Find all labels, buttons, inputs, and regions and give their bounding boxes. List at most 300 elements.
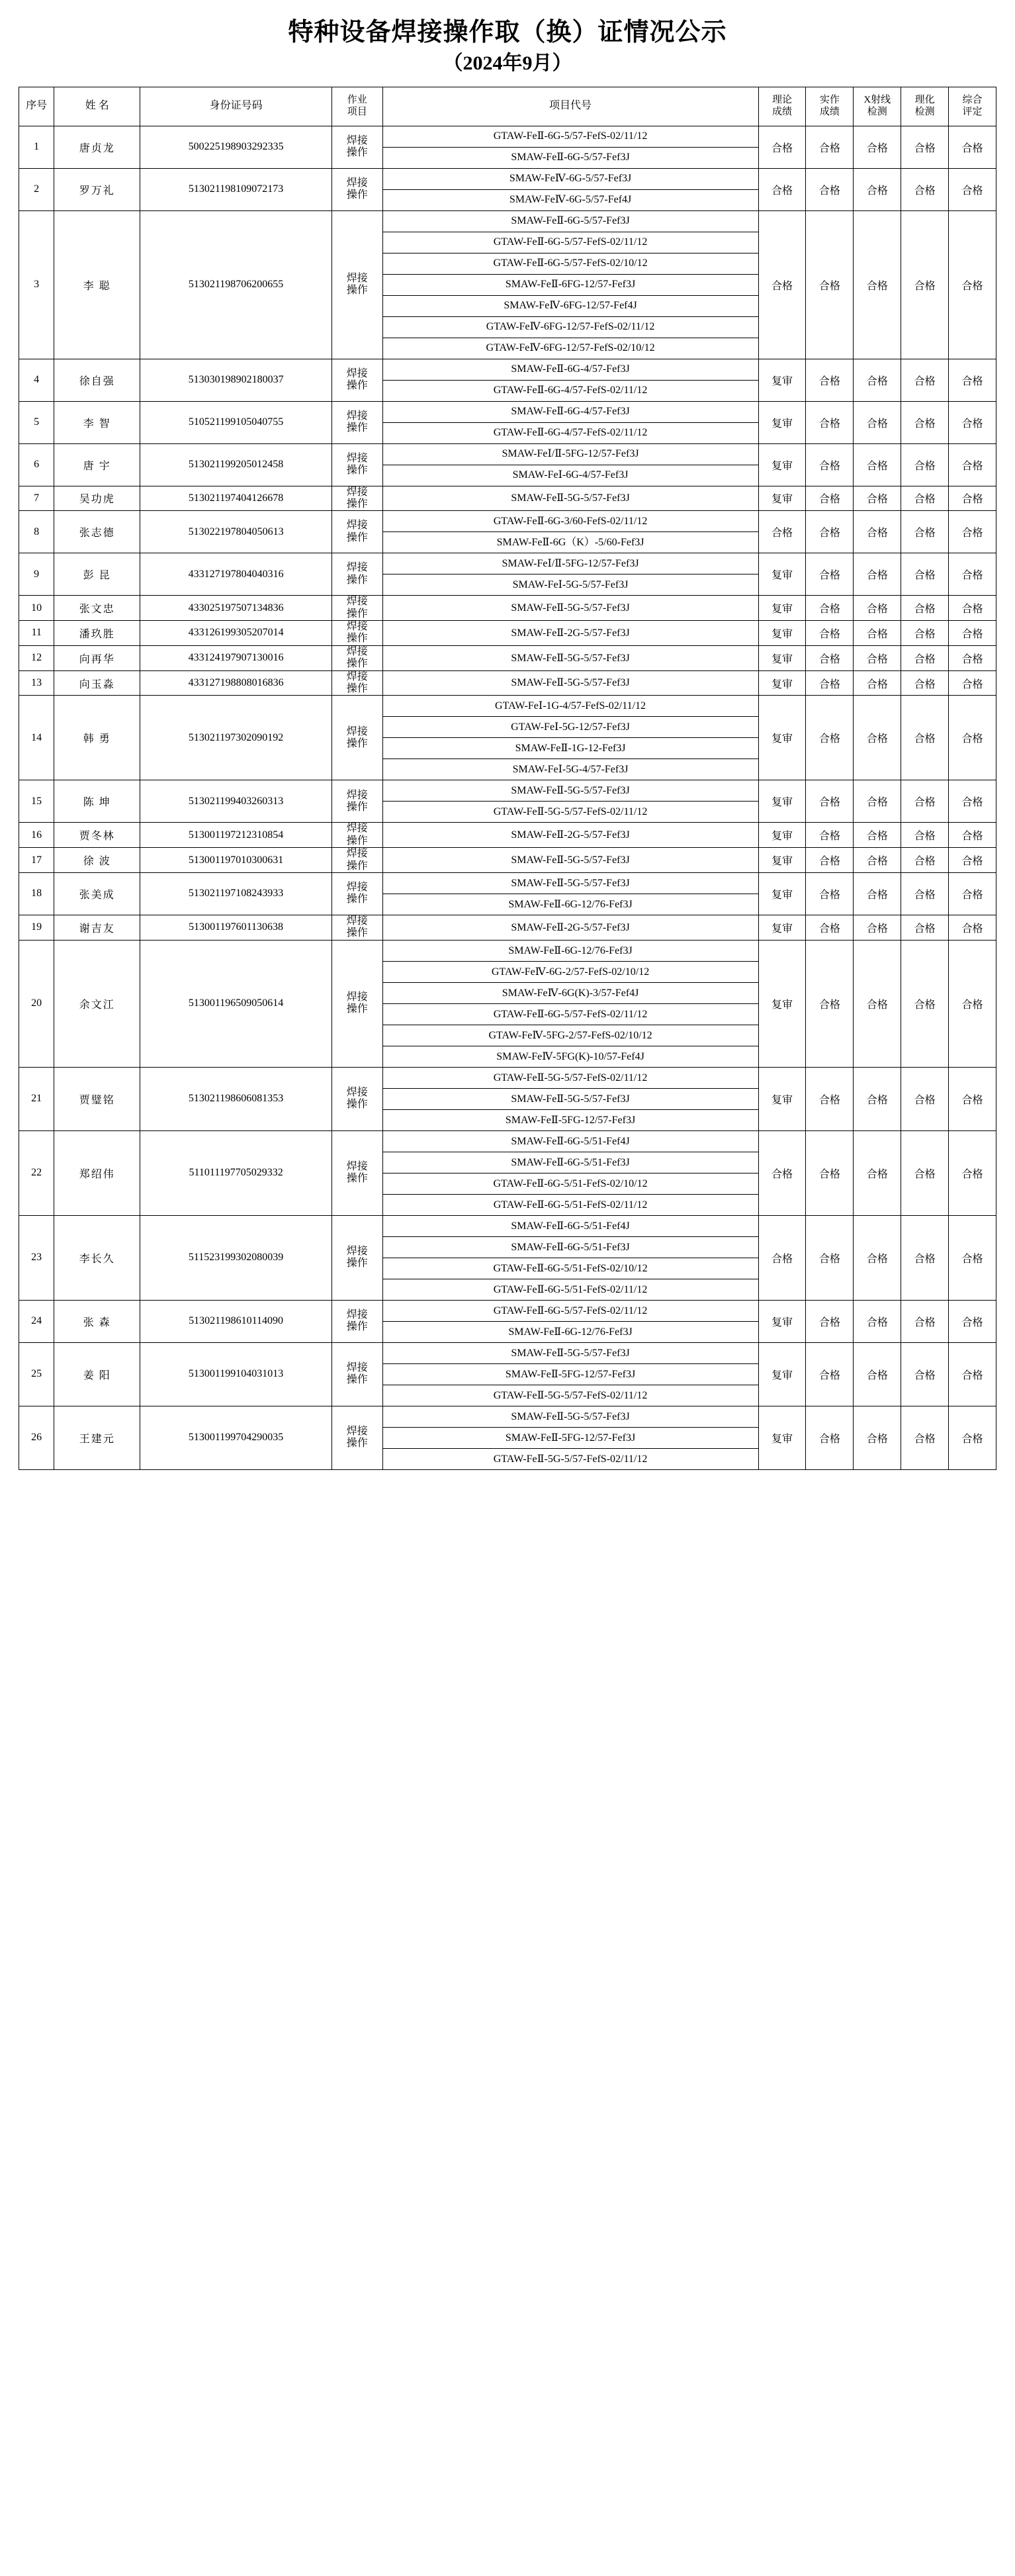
cell-physchem: 合格 [901,443,949,486]
cell-operation [332,670,383,696]
cell-physchem: 合格 [901,1406,949,1469]
cell-project-code: SMAW-FeⅡ-6G（K）-5/60-Fef3J [382,532,758,553]
cell-id: 513030198902180037 [140,359,332,401]
cell-operation-line: 操作 [346,894,368,905]
cell-practice: 合格 [806,1067,854,1130]
cell-seq: 19 [19,915,54,940]
cell-practice: 合格 [806,621,854,646]
cell-operation [332,780,383,823]
cell-xray: 合格 [854,511,901,553]
header-overall [949,87,996,126]
cell-project-code: SMAW-FeⅠ/Ⅱ-5FG-12/57-Fef3J [382,553,758,575]
cell-operation-line: 操作 [346,574,368,586]
cell-project-code: SMAW-FeⅡ-6G-5/51-Fef4J [382,1215,758,1236]
cell-theory: 复审 [758,696,806,780]
cell-xray: 合格 [854,1342,901,1406]
cell-physchem: 合格 [901,511,949,553]
cell-operation [332,848,383,873]
cell-name: 余文江 [54,940,140,1067]
table-row [19,486,996,511]
cell-operation [332,872,383,915]
cell-seq: 12 [19,645,54,670]
cell-seq: 25 [19,1342,54,1406]
cell-project-code: GTAW-FeⅡ-6G-5/51-FefS-02/11/12 [382,1194,758,1215]
cell-operation-line: 操作 [346,285,368,296]
cell-seq: 5 [19,401,54,443]
cell-id: 513021198606081353 [140,1067,332,1130]
cell-seq: 9 [19,553,54,596]
table-body [19,126,996,1469]
cell-operation-line: 操作 [346,1374,368,1386]
cell-operation-line: 操作 [346,498,368,510]
cell-project-code: GTAW-FeⅡ-5G-5/57-FefS-02/11/12 [382,802,758,823]
table-row [19,696,996,717]
cell-theory: 复审 [758,401,806,443]
cell-theory: 复审 [758,1067,806,1130]
cell-operation-line: 焊接 [346,596,368,608]
cell-physchem: 合格 [901,1215,949,1300]
cell-xray: 合格 [854,1406,901,1469]
cell-theory: 合格 [758,126,806,168]
cell-operation-line: 操作 [346,1099,368,1111]
cell-overall: 合格 [949,511,996,553]
cell-xray: 合格 [854,168,901,210]
cell-theory: 复审 [758,1342,806,1406]
cell-overall: 合格 [949,401,996,443]
cell-seq: 7 [19,486,54,511]
cell-operation [332,940,383,1067]
cell-project-code: SMAW-FeⅡ-5G-5/57-Fef3J [382,596,758,621]
cell-operation-line: 操作 [346,683,368,695]
cell-name: 向再华 [54,645,140,670]
table-row [19,1215,996,1236]
header-physchem [901,87,949,126]
cell-project-code: SMAW-FeⅠ-6G-4/57-Fef3J [382,465,758,486]
table-row [19,645,996,670]
cell-operation-line: 操作 [346,801,368,813]
cell-operation-line: 操作 [346,835,368,847]
cell-theory: 复审 [758,915,806,940]
cell-practice: 合格 [806,126,854,168]
cell-practice: 合格 [806,359,854,401]
cell-overall: 合格 [949,823,996,848]
cell-project-code: SMAW-FeⅡ-5G-5/57-Fef3J [382,1406,758,1427]
cell-physchem: 合格 [901,596,949,621]
cell-project-code: SMAW-FeⅡ-6G-12/76-Fef3J [382,1321,758,1342]
cell-operation [332,210,383,359]
cell-id: 513021199403260313 [140,780,332,823]
cell-seq: 24 [19,1300,54,1342]
cell-physchem: 合格 [901,670,949,696]
cell-name: 向玉淼 [54,670,140,696]
table-row [19,168,996,189]
cell-physchem: 合格 [901,126,949,168]
cell-theory: 合格 [758,210,806,359]
cell-operation-line: 焊接 [346,1160,368,1172]
table-row [19,872,996,894]
table-row [19,1067,996,1088]
cell-operation [332,596,383,621]
cell-overall: 合格 [949,168,996,210]
cell-seq: 3 [19,210,54,359]
cell-seq: 1 [19,126,54,168]
cell-project-code: SMAW-FeⅣ-6G-5/57-Fef3J [382,168,758,189]
cell-xray: 合格 [854,780,901,823]
cell-seq: 21 [19,1067,54,1130]
table-row [19,621,996,646]
header-practice-line1: 实作 [819,95,840,106]
cell-operation-line: 焊接 [346,1245,368,1257]
cell-operation-line: 操作 [346,1173,368,1185]
cell-project-code: GTAW-FeⅡ-6G-5/57-FefS-02/11/12 [382,1300,758,1321]
table-row [19,1342,996,1363]
header-name: 姓 名 [54,87,140,126]
cell-xray: 合格 [854,401,901,443]
cell-name: 王建元 [54,1406,140,1469]
cell-theory: 合格 [758,511,806,553]
cell-physchem: 合格 [901,553,949,596]
cell-name: 唐贞龙 [54,126,140,168]
cell-practice: 合格 [806,645,854,670]
cell-overall: 合格 [949,780,996,823]
cell-operation-line: 操作 [346,737,368,749]
cell-operation-line: 焊接 [346,272,368,284]
cell-practice: 合格 [806,823,854,848]
table-row [19,823,996,848]
cell-practice: 合格 [806,401,854,443]
cell-project-code: SMAW-FeⅣ-6G-5/57-Fef4J [382,189,758,210]
cell-name: 张 森 [54,1300,140,1342]
cell-physchem: 合格 [901,1300,949,1342]
table-row [19,401,996,422]
cell-name: 张文忠 [54,596,140,621]
cell-seq: 26 [19,1406,54,1469]
cell-name: 陈 坤 [54,780,140,823]
cell-operation-line: 操作 [346,860,368,872]
cell-id: 513021197302090192 [140,696,332,780]
cell-xray: 合格 [854,1067,901,1130]
cell-operation-line: 焊接 [346,562,368,574]
cell-id: 433127198808016836 [140,670,332,696]
cell-id: 510521199105040755 [140,401,332,443]
cell-theory: 复审 [758,553,806,596]
cell-theory: 复审 [758,596,806,621]
header-physchem-line1: 理化 [914,95,935,106]
cell-physchem: 合格 [901,645,949,670]
cell-operation [332,621,383,646]
cell-project-code: SMAW-FeⅠ-5G-4/57-Fef3J [382,759,758,780]
cell-practice: 合格 [806,443,854,486]
header-operation-line2: 项目 [347,106,367,117]
cell-project-code: GTAW-FeⅡ-6G-5/57-FefS-02/11/12 [382,232,758,253]
table-row [19,596,996,621]
cell-operation [332,126,383,168]
cell-project-code: SMAW-FeⅡ-6G-12/76-Fef3J [382,894,758,915]
cell-overall: 合格 [949,126,996,168]
cell-xray: 合格 [854,621,901,646]
cell-project-code: GTAW-FeⅡ-5G-5/57-FefS-02/11/12 [382,1067,758,1088]
cell-project-code: SMAW-FeⅣ-5FG(K)-10/57-Fef4J [382,1046,758,1067]
cell-name: 张美成 [54,872,140,915]
cell-practice: 合格 [806,1342,854,1406]
cell-project-code: SMAW-FeⅣ-6G(K)-3/57-Fef4J [382,982,758,1003]
cell-project-code: GTAW-FeⅠ-1G-4/57-FefS-02/11/12 [382,696,758,717]
cell-physchem: 合格 [901,872,949,915]
cell-project-code: SMAW-FeⅡ-6G-5/51-Fef3J [382,1236,758,1258]
table-row [19,670,996,696]
cell-project-code: GTAW-FeⅡ-6G-5/51-FefS-02/11/12 [382,1279,758,1300]
cell-xray: 合格 [854,1215,901,1300]
cell-operation [332,168,383,210]
cell-practice: 合格 [806,1300,854,1342]
cell-overall: 合格 [949,359,996,401]
header-code: 项目代号 [382,87,758,126]
cell-operation-line: 焊接 [346,725,368,737]
header-physchem-line2: 检测 [914,106,935,117]
cell-theory: 复审 [758,359,806,401]
table-row [19,553,996,575]
table-row [19,780,996,802]
cell-xray: 合格 [854,126,901,168]
header-operation [332,87,383,126]
header-theory-line1: 理论 [772,95,793,106]
cell-name: 徐自强 [54,359,140,401]
cell-seq: 11 [19,621,54,646]
cell-seq: 10 [19,596,54,621]
cell-operation-line: 操作 [346,927,368,939]
cell-operation-line: 焊接 [346,915,368,927]
cell-overall: 合格 [949,1130,996,1215]
cell-theory: 复审 [758,486,806,511]
cell-overall: 合格 [949,596,996,621]
cell-operation [332,511,383,553]
cell-seq: 18 [19,872,54,915]
cell-project-code: GTAW-FeⅣ-6FG-12/57-FefS-02/11/12 [382,316,758,338]
cell-physchem: 合格 [901,823,949,848]
cell-practice: 合格 [806,511,854,553]
cell-overall: 合格 [949,645,996,670]
cell-id: 513022197804050613 [140,511,332,553]
header-id: 身份证号码 [140,87,332,126]
cell-id: 513021198109072173 [140,168,332,210]
cell-operation-line: 焊接 [346,410,368,422]
cell-practice: 合格 [806,780,854,823]
cell-project-code: GTAW-FeⅡ-6G-5/57-FefS-02/11/12 [382,126,758,147]
cell-id: 513021197404126678 [140,486,332,511]
cell-physchem: 合格 [901,359,949,401]
cell-operation-line: 焊接 [346,134,368,146]
page-subtitle: （2024年9月） [443,52,572,74]
table-row [19,210,996,232]
cell-seq: 16 [19,823,54,848]
cell-seq: 20 [19,940,54,1067]
cell-xray: 合格 [854,940,901,1067]
cell-practice: 合格 [806,940,854,1067]
cell-id: 513021198610114090 [140,1300,332,1342]
cell-name: 张志德 [54,511,140,553]
cell-operation-line: 操作 [346,1258,368,1269]
cell-overall: 合格 [949,553,996,596]
cell-overall: 合格 [949,1300,996,1342]
page-title: 特种设备焊接操作取（换）证情况公示 [288,19,727,46]
cell-xray: 合格 [854,696,901,780]
cell-xray: 合格 [854,596,901,621]
cell-overall: 合格 [949,940,996,1067]
cell-project-code: GTAW-FeⅡ-6G-3/60-FefS-02/11/12 [382,511,758,532]
cell-project-code: GTAW-FeⅠ-5G-12/57-Fef3J [382,717,758,738]
cell-operation-line: 焊接 [346,520,368,531]
certification-table [19,87,996,1470]
cell-name: 姜 阳 [54,1342,140,1406]
table-row [19,443,996,465]
table-row [19,940,996,961]
cell-theory: 复审 [758,823,806,848]
cell-id: 513001199704290035 [140,1406,332,1469]
cell-seq: 4 [19,359,54,401]
cell-theory: 复审 [758,872,806,915]
cell-overall: 合格 [949,1342,996,1406]
cell-operation [332,645,383,670]
cell-name: 徐 波 [54,848,140,873]
header-xray-line1: X射线 [863,95,891,106]
cell-id: 513021198706200655 [140,210,332,359]
cell-project-code: SMAW-FeⅡ-5G-5/57-Fef3J [382,670,758,696]
cell-xray: 合格 [854,486,901,511]
cell-practice: 合格 [806,168,854,210]
cell-theory: 合格 [758,1130,806,1215]
table-row [19,848,996,873]
cell-project-code: GTAW-FeⅣ-5FG-2/57-FefS-02/10/12 [382,1025,758,1046]
header-overall-line1: 综合 [962,95,983,106]
cell-xray: 合格 [854,915,901,940]
cell-project-code: SMAW-FeⅡ-2G-5/57-Fef3J [382,915,758,940]
cell-theory: 复审 [758,940,806,1067]
cell-project-code: SMAW-FeⅡ-2G-5/57-Fef3J [382,621,758,646]
cell-overall: 合格 [949,670,996,696]
cell-operation [332,696,383,780]
cell-name: 潘玖胜 [54,621,140,646]
cell-project-code: SMAW-FeⅡ-6G-4/57-Fef3J [382,359,758,380]
cell-overall: 合格 [949,1067,996,1130]
cell-theory: 合格 [758,168,806,210]
cell-project-code: GTAW-FeⅡ-5G-5/57-FefS-02/11/12 [382,1385,758,1406]
header-operation-line1: 作业 [347,95,367,106]
cell-operation-line: 操作 [346,422,368,434]
cell-operation-line: 操作 [346,465,368,476]
cell-operation-line: 操作 [346,1321,368,1333]
cell-project-code: SMAW-FeⅡ-2G-5/57-Fef3J [382,823,758,848]
header-theory [758,87,806,126]
cell-practice: 合格 [806,915,854,940]
cell-overall: 合格 [949,1215,996,1300]
cell-project-code: SMAW-FeⅡ-6G-12/76-Fef3J [382,940,758,961]
cell-physchem: 合格 [901,1130,949,1215]
cell-project-code: SMAW-FeⅡ-5G-5/57-Fef3J [382,848,758,873]
cell-xray: 合格 [854,443,901,486]
cell-overall: 合格 [949,696,996,780]
cell-id: 513001199104031013 [140,1342,332,1406]
cell-name: 吴功虎 [54,486,140,511]
cell-physchem: 合格 [901,168,949,210]
cell-physchem: 合格 [901,401,949,443]
cell-project-code: SMAW-FeⅡ-6FG-12/57-Fef3J [382,274,758,295]
cell-id: 513001197212310854 [140,823,332,848]
cell-project-code: SMAW-FeⅡ-5G-5/57-Fef3J [382,645,758,670]
cell-theory: 复审 [758,621,806,646]
cell-xray: 合格 [854,1130,901,1215]
cell-operation [332,1215,383,1300]
cell-physchem: 合格 [901,621,949,646]
cell-id: 500225198903292335 [140,126,332,168]
cell-physchem: 合格 [901,1342,949,1406]
header-overall-line2: 评定 [962,106,983,117]
cell-project-code: GTAW-FeⅡ-5G-5/57-FefS-02/11/12 [382,1448,758,1469]
cell-operation-line: 焊接 [346,177,368,189]
cell-seq: 6 [19,443,54,486]
cell-operation-line: 操作 [346,147,368,158]
cell-practice: 合格 [806,1215,854,1300]
cell-operation-line: 焊接 [346,670,368,682]
header-practice-line2: 成绩 [819,106,840,117]
cell-practice: 合格 [806,872,854,915]
cell-seq: 13 [19,670,54,696]
cell-xray: 合格 [854,670,901,696]
cell-physchem: 合格 [901,1067,949,1130]
cell-operation-line: 操作 [346,608,368,620]
cell-overall: 合格 [949,486,996,511]
header-practice [806,87,854,126]
cell-xray: 合格 [854,553,901,596]
cell-xray: 合格 [854,848,901,873]
cell-operation [332,1342,383,1406]
cell-operation [332,1300,383,1342]
cell-id: 433127197804040316 [140,553,332,596]
cell-project-code: SMAW-FeⅠ/Ⅱ-5FG-12/57-Fef3J [382,443,758,465]
cell-id: 513001197010300631 [140,848,332,873]
cell-operation-line: 焊接 [346,882,368,894]
cell-physchem: 合格 [901,210,949,359]
cell-operation [332,823,383,848]
cell-operation-line: 焊接 [346,367,368,379]
cell-id: 513021199205012458 [140,443,332,486]
cell-physchem: 合格 [901,940,949,1067]
cell-project-code: SMAW-FeⅡ-6G-5/57-Fef3J [382,147,758,168]
cell-project-code: SMAW-FeⅡ-5G-5/57-Fef3J [382,1342,758,1363]
cell-name: 李 智 [54,401,140,443]
cell-practice: 合格 [806,848,854,873]
cell-operation-line: 焊接 [346,1086,368,1098]
cell-xray: 合格 [854,872,901,915]
cell-operation-line: 焊接 [346,991,368,1003]
cell-name: 韩 勇 [54,696,140,780]
cell-practice: 合格 [806,670,854,696]
table-row [19,1300,996,1321]
cell-id: 513021197108243933 [140,872,332,915]
cell-operation-line: 焊接 [346,1361,368,1373]
cell-xray: 合格 [854,823,901,848]
cell-theory: 复审 [758,670,806,696]
cell-project-code: GTAW-FeⅡ-6G-5/57-FefS-02/11/12 [382,1003,758,1025]
cell-operation [332,359,383,401]
cell-overall: 合格 [949,915,996,940]
cell-practice: 合格 [806,596,854,621]
cell-project-code: SMAW-FeⅡ-6G-5/51-Fef4J [382,1130,758,1152]
cell-operation [332,486,383,511]
cell-practice: 合格 [806,210,854,359]
cell-name: 罗万礼 [54,168,140,210]
table-row [19,1406,996,1427]
cell-id: 433126199305207014 [140,621,332,646]
